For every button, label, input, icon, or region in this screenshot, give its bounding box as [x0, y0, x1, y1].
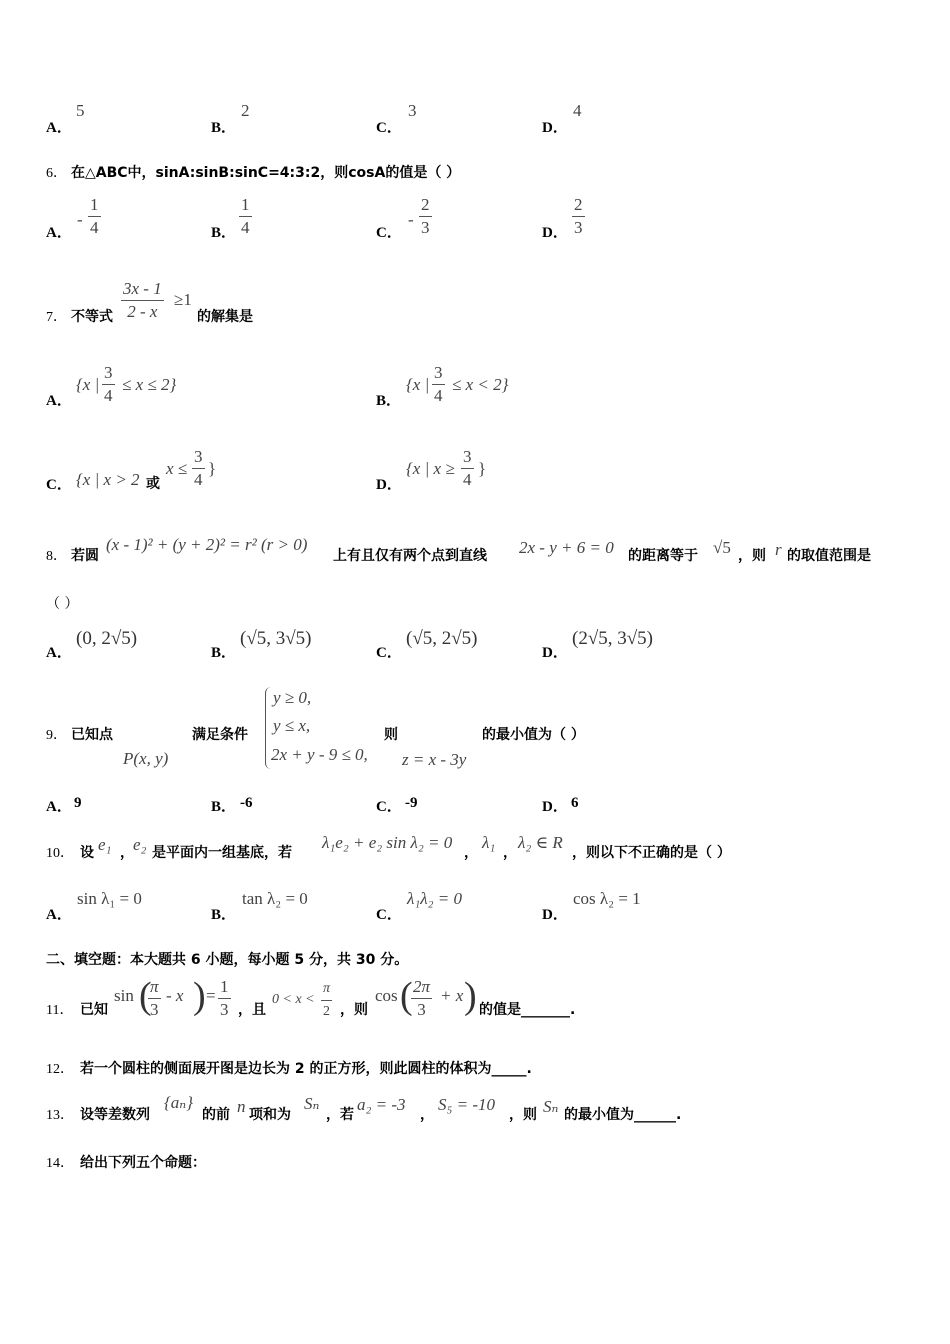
option-value: 3	[408, 101, 417, 120]
option-label: B．	[211, 645, 237, 661]
rhs-fraction: 1 3	[220, 977, 229, 1019]
option-text: {x |	[76, 375, 100, 394]
option-label: A．	[46, 799, 72, 815]
question-number: 10．	[46, 846, 74, 861]
question-stem: 在△ABC中，sinA:sinB:sinC=4:3:2，则cosA的值是（ ）	[71, 165, 461, 181]
question-text: 的值是_______.	[479, 1002, 576, 1018]
option-value: sin λ₁ = 0	[77, 889, 142, 908]
expr-minus-x: - x	[166, 986, 184, 1005]
question-number: 12．	[46, 1062, 74, 1077]
option-label: C．	[46, 477, 72, 493]
inequality-fraction: 3x - 1 2 - x	[123, 279, 162, 321]
paren-right: )	[464, 975, 477, 1017]
question-text: 若圆	[71, 548, 99, 564]
option-text: }	[478, 459, 487, 478]
question-text: ，则	[340, 1002, 368, 1018]
question-text: 满足条件	[192, 727, 248, 743]
vector-e2: e₂	[133, 835, 147, 854]
question-text: ，若	[326, 1107, 354, 1123]
question-text: ，则以下不正确的是（ ）	[572, 845, 731, 861]
option-fraction: 3 4	[434, 363, 443, 405]
option-fraction: 1 4	[241, 195, 250, 237]
option-label: D．	[542, 645, 568, 661]
option-label: D．	[542, 120, 568, 136]
option-value: 2	[241, 101, 250, 120]
option-value: -6	[240, 795, 253, 811]
paren-left: (	[400, 975, 413, 1017]
question-text: 的最小值为______.	[564, 1107, 682, 1123]
option-value: 4	[573, 101, 582, 120]
option-label: B．	[211, 120, 237, 136]
section-heading: 二、填空题：本大题共 6 小题，每小题 5 分，共 30 分。	[46, 952, 409, 968]
option-value: λ₁λ₂ = 0	[407, 889, 463, 908]
variable-r: r	[775, 540, 782, 559]
option-fraction: 3 4	[194, 447, 203, 489]
option-fraction: 3 4	[104, 363, 113, 405]
option-label: C．	[376, 645, 402, 661]
distance-value: √5	[713, 538, 731, 557]
option-value: (√5, 2√5)	[406, 628, 478, 649]
option-label: C．	[376, 907, 402, 923]
option-label: A．	[46, 225, 72, 241]
option-fraction: 2 3	[421, 195, 430, 237]
option-label: C．	[376, 225, 402, 241]
question-text: 的距离等于	[628, 548, 698, 564]
line-equation: 2x - y + 6 = 0	[519, 538, 614, 557]
question-text: 的取值范围是	[787, 548, 871, 564]
question-text: 的解集是	[197, 309, 253, 325]
question-text: 项和为	[249, 1107, 291, 1123]
question-text: 若一个圆柱的侧面展开图是边长为 2 的正方形，则此圆柱的体积为_____.	[80, 1061, 532, 1077]
question-text: ，	[464, 845, 478, 861]
question-text: 的最小值为（ ）	[482, 727, 585, 743]
option-label: B．	[211, 225, 237, 241]
question-text: 设等差数列	[80, 1107, 150, 1123]
answer-paren: （ ）	[46, 596, 79, 612]
range-expr: 0 < x <	[272, 992, 315, 1007]
option-label: A．	[46, 120, 72, 136]
pi-fraction: π 3	[150, 977, 159, 1019]
option-value: -9	[405, 795, 418, 811]
question-number: 11．	[46, 1003, 74, 1018]
constraint-3: 2x + y - 9 ≤ 0,	[271, 745, 368, 764]
sequence: {aₙ}	[164, 1093, 193, 1112]
question-number: 13．	[46, 1108, 74, 1123]
s5-value: S₅ = -10	[438, 1095, 496, 1114]
question-text: ，则	[509, 1107, 537, 1123]
circle-equation: (x - 1)² + (y + 2)² = r² (r > 0)	[106, 535, 308, 554]
option-sign: -	[408, 210, 414, 229]
constraint-1: y ≥ 0,	[273, 688, 312, 707]
question-number: 7．	[46, 310, 67, 325]
option-text: {x | x ≥	[406, 459, 455, 478]
question-text: 是平面内一组基底，若	[152, 845, 292, 861]
option-text: ≤ x < 2}	[452, 375, 509, 394]
option-value: 9	[74, 795, 82, 811]
option-fraction: 1 4	[90, 195, 99, 237]
option-value: cos λ₂ = 1	[573, 889, 641, 908]
sum-sn: Sₙ	[304, 1094, 320, 1113]
question-text: ，	[420, 1107, 434, 1123]
option-value: (2√5, 3√5)	[572, 628, 654, 649]
question-text: ，	[120, 845, 134, 861]
option-label: B．	[376, 393, 402, 409]
option-fraction: 2 3	[574, 195, 583, 237]
option-label: D．	[542, 225, 568, 241]
expr-plus-x: + x	[440, 986, 464, 1005]
option-sign: -	[77, 210, 83, 229]
var-n: n	[237, 1097, 246, 1116]
paren-left: (	[139, 975, 152, 1017]
a2-value: a₂ = -3	[357, 1095, 406, 1114]
objective-z: z = x - 3y	[402, 750, 467, 769]
question-text: 已知	[80, 1002, 108, 1018]
question-text: 设	[80, 845, 94, 861]
option-or: 或	[146, 476, 160, 492]
option-label: A．	[46, 645, 72, 661]
option-label: D．	[376, 477, 402, 493]
option-label: C．	[376, 799, 402, 815]
question-text: 上有且仅有两个点到直线	[333, 548, 487, 564]
question-text: ，	[503, 845, 517, 861]
question-text: 不等式	[71, 309, 113, 325]
equals: =	[206, 986, 216, 1005]
option-label: D．	[542, 907, 568, 923]
option-label: A．	[46, 907, 72, 923]
option-label: D．	[542, 799, 568, 815]
question-number: 6．	[46, 166, 67, 181]
option-text: }	[208, 459, 217, 478]
inequality-rel: ≥1	[174, 290, 192, 309]
lambda-2: λ₂ ∈ R	[518, 833, 563, 852]
constraint-2: y ≤ x,	[273, 716, 311, 735]
point-p: P(x, y)	[123, 749, 169, 768]
range-fraction: π 2	[321, 978, 332, 1023]
vector-equation: λ₁e₂ + e₂ sin λ₂ = 0	[322, 833, 453, 852]
question-text: 则	[384, 727, 398, 743]
cos-func: cos	[375, 986, 398, 1005]
option-value: 5	[76, 101, 85, 120]
option-value: (0, 2√5)	[76, 628, 138, 649]
question-text: ，且	[238, 1002, 266, 1018]
option-text: {x |	[406, 375, 430, 394]
option-label: C．	[376, 120, 402, 136]
option-value: 6	[571, 795, 579, 811]
question-text: 给出下列五个命题：	[80, 1155, 206, 1171]
cos-fraction: 2π 3	[413, 977, 431, 1019]
question-number: 9．	[46, 728, 67, 743]
option-value: (√5, 3√5)	[240, 628, 312, 649]
sum-sn: Sₙ	[543, 1097, 559, 1116]
option-value: tan λ₂ = 0	[242, 889, 308, 908]
question-text: 已知点	[71, 727, 113, 743]
question-number: 8．	[46, 549, 67, 564]
option-text: {x | x > 2	[76, 470, 140, 489]
option-label: A．	[46, 393, 72, 409]
question-text: ，则	[738, 548, 766, 564]
lambda-1: λ₁	[482, 833, 496, 852]
option-label: B．	[211, 799, 237, 815]
option-text: x ≤	[166, 459, 188, 478]
option-label: B．	[211, 907, 237, 923]
question-number: 14．	[46, 1156, 74, 1171]
vector-e1: e₁	[98, 835, 112, 854]
option-fraction: 3 4	[463, 447, 472, 489]
sin-func: sin	[114, 986, 134, 1005]
option-text: ≤ x ≤ 2}	[122, 375, 177, 394]
paren-right: )	[193, 975, 206, 1017]
question-text: 的前	[202, 1107, 230, 1123]
